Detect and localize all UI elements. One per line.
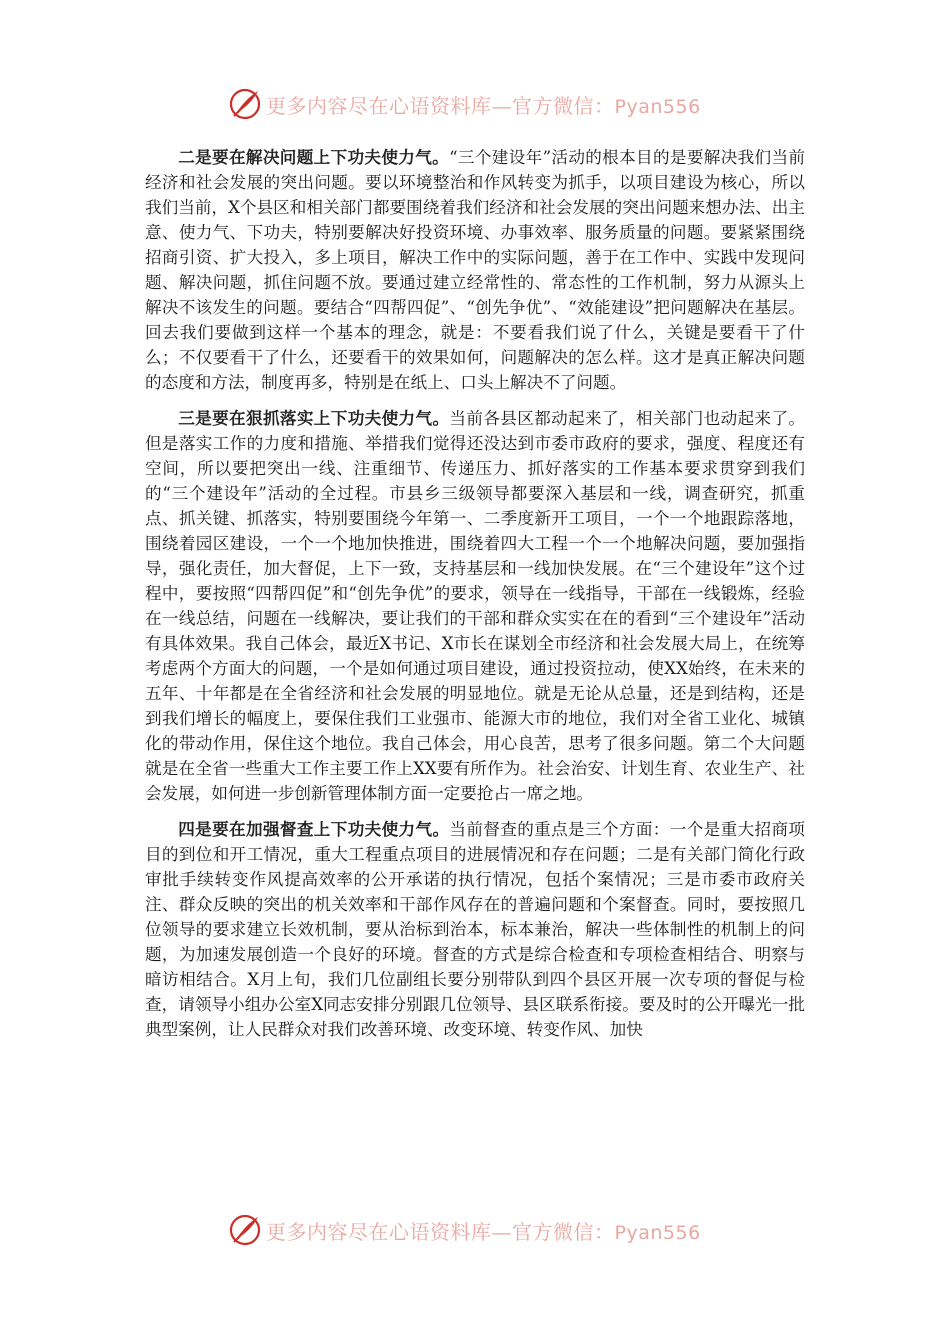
wechat-id: Pyan556 (614, 1221, 701, 1244)
paragraph-heading: 四是要在加强督查上下功夫使力气。 (178, 819, 450, 839)
document-body (145, 145, 805, 1053)
paragraph-text: 当前各县区都动起来了，相关部门也动起来了。但是落实工作的力度和措施、举措我们觉得还没达到市委市政府的要求，强度、程度还有空间，所以要把突出一线、注重细节、传递压力、抓好落实的工作基本要求贯穿到我们的“三个建设年”活动的全过程。市县乡三级领导都要深入基层和一线，调查研究，抓重点、抓关键、抓落实，特别要围绕今年第一、二季度新开工项目，一个一个地跟踪落地，围绕着园区建设，一个一个地加快推进，围绕着四大工程一个一个地解决问题，要加强指导，强化责任，加大督促，上下一致，支持基层和一线加快发展。在“三个建设年”这个过程中，要按照“四帮四促”和“创先争优”的要求，领导在一线指导，干部在一线锻炼，经验在一线总结，问题在一线解决，要让我们的干部和群众实实在在的看到“三个建设年”活动有具体效果。我自己体会，最近X书记、X市长在谋划全市经济和社会发展大局上，在统筹考虑两个方面大的问题，一个是如何通过项目建设，通过投资拉动，使XX始终，在未来的五年、十年都是在全省经济和社会发展的明显地位。就是无论从总量，还是到结构，还是到我们增长的幅度上，要保住我们工业强市、能源大市的地位，我们对全省工业化、城镇化的带动作用，保住这个地位。我自己体会，用心良苦，思考了很多问题。第二个大问题就是在全省一些重大工作主要工作上XX要有所作为。社会治安、计划生育、农业生产、社会发展，如何进一步创新管理体制方面一定要抢占一席之地。 (145, 409, 806, 803)
quill-logo-icon (228, 87, 262, 121)
quill-logo-icon (228, 1213, 262, 1247)
paragraph-3 (145, 406, 805, 806)
paragraph-4 (145, 817, 805, 1042)
paragraph-text: “三个建设年”活动的根本目的是要解决我们当前经济和社会发展的突出问题。要以环境整治和作风转变为抓手，以项目建设为核心，所以我们当前，X个县区和相关部门都要围绕着我们经济和社会发展的突出问题来想办法、出主意、使力气、下功夫，特别要解决好投资环境、办事效率、服务质量的问题。要紧紧围绕招商引资、扩大投入，多上项目，解决工作中的实际问题，善于在工作中、实践中发现问题、解决问题，抓住问题不放。要通过建立经常性的、常态性的工作机制，努力从源头上解决不该发生的问题。要结合“四帮四促”、“创先争优”、“效能建设”把问题解决在基层。回去我们要做到这样一个基本的理念，就是：不要看我们说了什么，关键是要看干了什么；不仅要看干了什么，还要看干的效果如何，问题解决的怎么样。这才是真正解决问题的态度和方法，制度再多，特别是在纸上、口头上解决不了问题。 (145, 148, 806, 392)
footer-banner (228, 1210, 748, 1250)
banner-text: 更多内容尽在心语资料库—官方微信：Pyan556 (266, 93, 701, 118)
header-banner (228, 84, 748, 124)
paragraph-heading: 三是要在狠抓落实上下功夫使力气。 (178, 408, 450, 428)
wechat-id: Pyan556 (614, 95, 701, 118)
banner-text: 更多内容尽在心语资料库—官方微信：Pyan556 (266, 1219, 701, 1244)
paragraph-2 (145, 145, 805, 395)
paragraph-heading: 二是要在解决问题上下功夫使力气。 (178, 147, 450, 167)
paragraph-text: 当前督查的重点是三个方面：一个是重大招商项目的到位和开工情况，重大工程重点项目的进展情况和存在问题；二是有关部门简化行政审批手续转变作风提高效率的公开承诺的执行情况，包括个案情况；三是市委市政府关注、群众反映的突出的机关效率和干部作风存在的普遍问题和个案督查。同时，要按照几位领导的要求建立长效机制，要从治标到治本，标本兼治，解决一些体制性的机制上的问题，为加速发展创造一个良好的环境。督查的方式是综合检查和专项检查相结合、明察与暗访相结合。X月上旬，我们几位副组长要分别带队到四个县区开展一次专项的督促与检查，请领导小组办公室X同志安排分别跟几位领导、县区联系衔接。要及时的公开曝光一批典型案例，让人民群众对我们改善环境、改变环境、转变作风、加快 (145, 820, 806, 1039)
